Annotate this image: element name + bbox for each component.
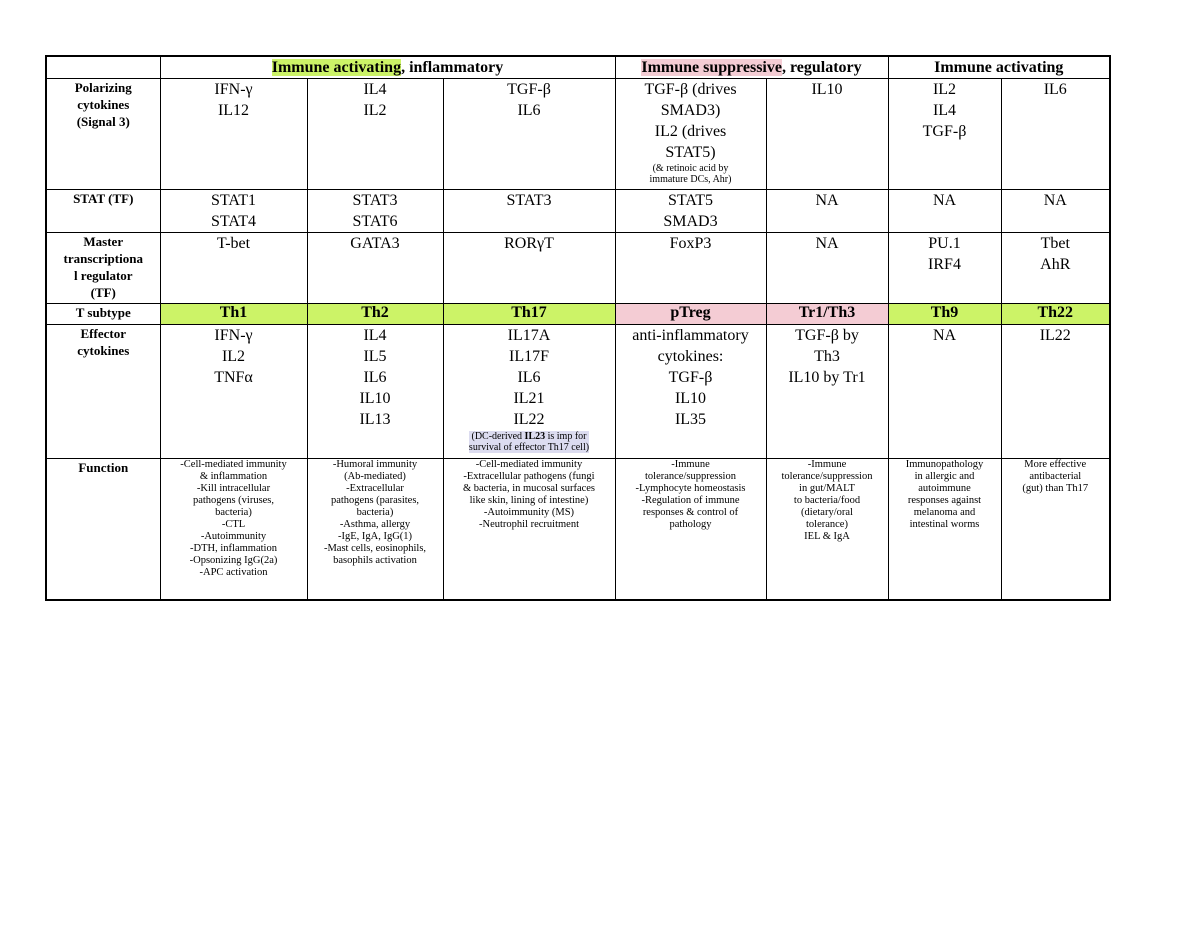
cell-th2-effector: IL4 IL5 IL6 IL10 IL13 [307, 325, 443, 459]
header-row [46, 56, 1110, 79]
cell-ptreg-effector: anti-inflammatory cytokines: TGF-β IL10 IL35 [615, 325, 766, 459]
cell-th2-stat: STAT3 STAT6 [307, 190, 443, 233]
cell-tr1-master: NA [766, 233, 888, 304]
cell-th22-function: More effective antibacterial (gut) than Th17 [1001, 459, 1110, 600]
cell-th9-polarizing: IL2 IL4 TGF-β [888, 79, 1001, 190]
header-immune-suppressive-regulatory: Immune suppressive, regulatory [615, 56, 888, 79]
row-effector-cytokines [46, 325, 1110, 459]
cell-ptreg-stat: STAT5 SMAD3 [615, 190, 766, 233]
il23-note: (DC-derived IL23 is imp for survival of effector Th17 cell) [468, 431, 590, 453]
subtype-th22: Th22 [1001, 304, 1110, 325]
row-t-subtype [46, 304, 1110, 325]
cell-tr1-function: -Immune tolerance/suppression in gut/MALT to bacteria/food (dietary/oral tolerance) IEL & IgA [766, 459, 888, 600]
cell-th1-effector: IFN-γ IL2 TNFα [160, 325, 307, 459]
row-label-polarizing: Polarizing cytokines (Signal 3) [46, 79, 160, 190]
subtype-th1: Th1 [160, 304, 307, 325]
cell-ptreg-master: FoxP3 [615, 233, 766, 304]
cell-th2-polarizing: IL4 IL2 [307, 79, 443, 190]
row-stat [46, 190, 1110, 233]
row-label-subtype: T subtype [46, 304, 160, 325]
subtype-th17: Th17 [443, 304, 615, 325]
row-function [46, 459, 1110, 600]
cell-th22-polarizing: IL6 [1001, 79, 1110, 190]
cell-th17-stat: STAT3 [443, 190, 615, 233]
cell-th17-effector: IL17A IL17F IL6 IL21 IL22 (DC-derived IL23 is imp for survival of effector Th17 cell) [443, 325, 615, 459]
cell-th17-polarizing: TGF-β IL6 [443, 79, 615, 190]
cell-th22-stat: NA [1001, 190, 1110, 233]
cell-th22-effector: IL22 [1001, 325, 1110, 459]
subtype-th2: Th2 [307, 304, 443, 325]
cell-th2-master: GATA3 [307, 233, 443, 304]
cell-tr1-effector: TGF-β by Th3 IL10 by Tr1 [766, 325, 888, 459]
cell-th1-polarizing: IFN-γ IL12 [160, 79, 307, 190]
cell-tr1-polarizing: IL10 [766, 79, 888, 190]
cell-th1-function: -Cell-mediated immunity & inflammation -Kill intracellular pathogens (viruses, bacteria) -CTL -Autoimmunity -DTH, inflammation -Opsonizing IgG(2a) -APC activation [160, 459, 307, 600]
cell-th17-function: -Cell-mediated immunity -Extracellular pathogens (fungi & bacteria, in mucosal surfaces like skin, lining of intestine) -Autoimmunity (MS) -Neutrophil recruitment [443, 459, 615, 600]
row-label-function: Function [46, 459, 160, 600]
row-label-stat: STAT (TF) [46, 190, 160, 233]
row-label-master: Master transcriptiona l regulator (TF) [46, 233, 160, 304]
cell-tr1-stat: NA [766, 190, 888, 233]
t-cell-subtypes-table [45, 55, 1111, 601]
cell-th9-function: Immunopathology in allergic and autoimmune responses against melanoma and intestinal worms [888, 459, 1001, 600]
subtype-ptreg: pTreg [615, 304, 766, 325]
cell-th1-stat: STAT1 STAT4 [160, 190, 307, 233]
header-immune-activating: Immune activating [888, 56, 1110, 79]
subtype-tr1-th3: Tr1/Th3 [766, 304, 888, 325]
cell-th22-master: Tbet AhR [1001, 233, 1110, 304]
cell-th2-function: -Humoral immunity (Ab-mediated) -Extracellular pathogens (parasites, bacteria) -Asthma, allergy -IgE, IgA, IgG(1) -Mast cells, eosinophils, basophils activation [307, 459, 443, 600]
header-highlight-pink: Immune suppressive [641, 59, 782, 76]
header-immune-activating-inflammatory: Immune activating, inflammatory [160, 56, 615, 79]
cell-th9-master: PU.1 IRF4 [888, 233, 1001, 304]
cell-th9-effector: NA [888, 325, 1001, 459]
cell-th17-master: RORγT [443, 233, 615, 304]
subtype-th9: Th9 [888, 304, 1001, 325]
cell-ptreg-polarizing: TGF-β (drives SMAD3) IL2 (drives STAT5) (& retinoic acid by immature DCs, Ahr) [615, 79, 766, 190]
row-master-regulator [46, 233, 1110, 304]
cell-th9-stat: NA [888, 190, 1001, 233]
header-highlight-green: Immune activating [271, 59, 402, 76]
cell-th1-master: T-bet [160, 233, 307, 304]
cell-ptreg-function: -Immune tolerance/suppression -Lymphocyte homeostasis -Regulation of immune responses & control of pathology [615, 459, 766, 600]
header-blank-cell [46, 56, 160, 79]
row-label-effector: Effector cytokines [46, 325, 160, 459]
row-polarizing-cytokines [46, 79, 1110, 190]
